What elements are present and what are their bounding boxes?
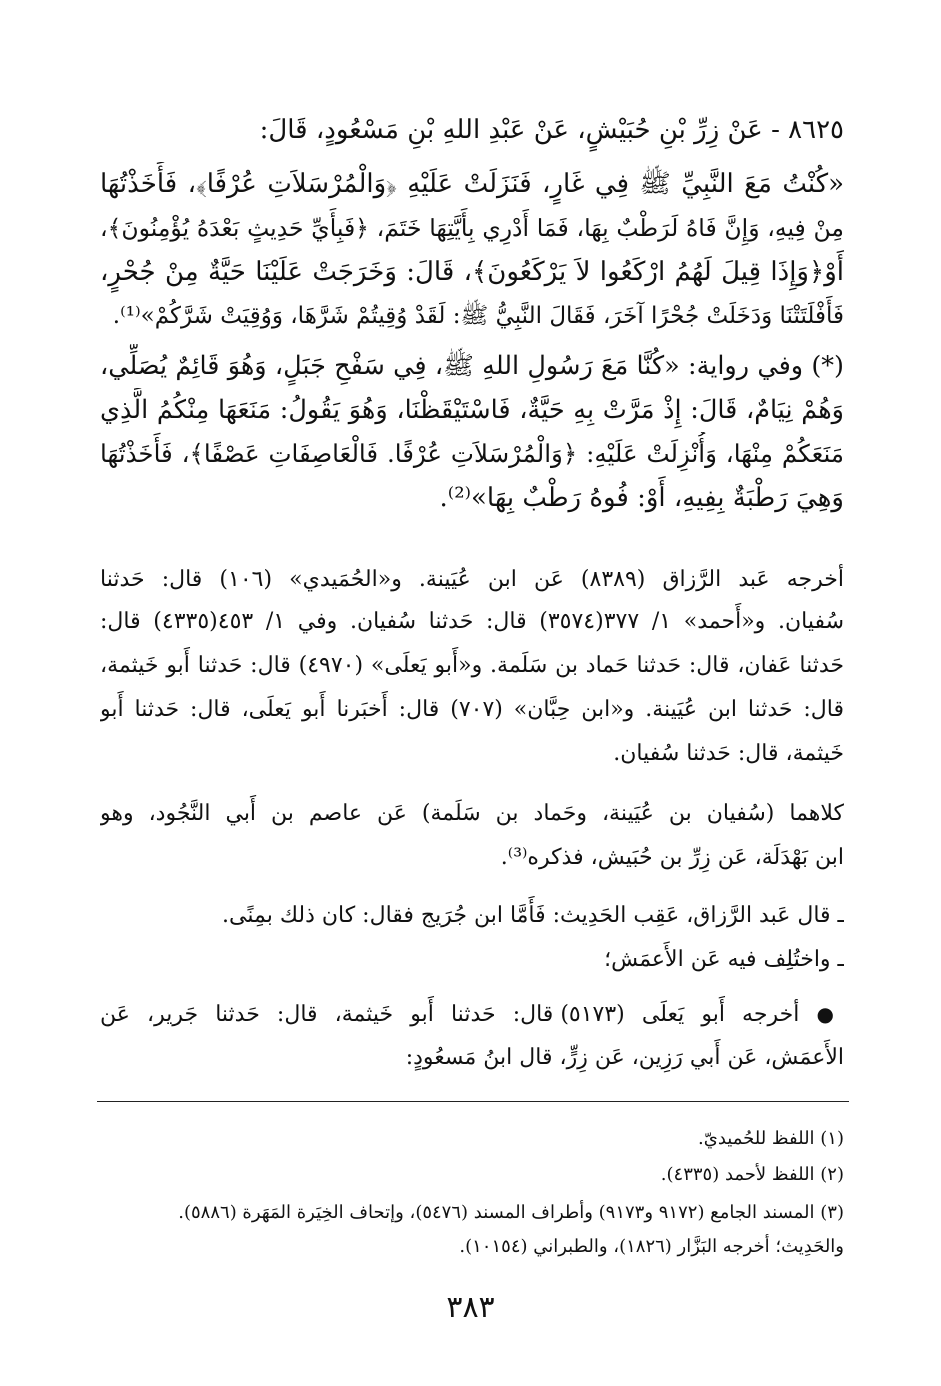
takhrij-bullet-text: أخرجه أَبو يَعلَى (٥١٧٣) قال: حَدثنا أَبو خَيثمة، قال: حَدثنا جَرير، عَن [100, 1002, 800, 1027]
footnote: (٣) المسند الجامع (٩١٧٢ و٩١٧٣) وأطراف المسند (٥٤٧٦)، وإتحاف الخِيَرة المَهَرة (٥٨٨٦). [178, 1202, 844, 1223]
takhrij-remark: ـ واختُلِف فيه عَن الأَعمَش؛ [604, 947, 844, 972]
takhrij-bullet-line [100, 994, 844, 1034]
takhrij-line: ابن بَهْدَلَة، عَن زِرِّ بن حُبَيش، فذكره⁽³⁾. [500, 845, 844, 870]
page-number: ٣٨٣ [446, 1290, 495, 1325]
hadith-main-line: مِنْ فِيهِ، وَإِنَّ فَاهُ لَرَطْبٌ بِهَا، فَمَا أَدْرِي بِأَيَّتِهَا خَتَمَ، ﴿فَبِأَيِّ حَدِيثٍ بَعْدَهُ يُؤْمِنُونَ﴾، [100, 214, 844, 242]
footnote: والحَدِيث؛ أخرجه البَزَّار (١٨٢٦)، والطبراني (١٠١٥٤). [459, 1236, 844, 1257]
takhrij-bullet-line: الأَعمَش، عَن أَبي رَزِين، عَن زِرٍّ، قال ابنُ مَسعُودٍ: [405, 1045, 844, 1070]
takhrij-line: أخرجه عَبد الرَّزاق (٨٣٨٩) عَن ابن عُيَينة. و«الحُمَيدي» (١٠٦) قال: حَدثنا [100, 567, 844, 592]
hadith-heading: ٨٦٢٥ - عَنْ زِرِّ بْنِ حُبَيْشٍ، عَنْ عَبْدِ اللهِ بْنِ مَسْعُودٍ، قَالَ: [259, 115, 844, 145]
hadith-riwaya-line: وَهِيَ رَطْبَةٌ بِفِيهِ، أَوْ: فُوهُ رَطْبٌ بِهَا»⁽²⁾. [439, 483, 844, 513]
footnote: (١) اللفظ للحُميديّ. [698, 1128, 844, 1149]
takhrij-line: قال: حَدثنا ابن عُيَينة. و«ابن حِبَّان» (٧٠٧) قال: أَخبَرنا أَبو يَعلَى، قال: حَدثنا أَبو [100, 697, 844, 722]
hadith-main-line: فَأَفْلَتَتْنَا وَدَخَلَتْ جُحْرًا آخَرَ، فَقَالَ النَّبِيُّ ﷺ: لَقَدْ وُقِيتُمْ شَرَّهَا، وَوُقِيَتْ شَرَّكُمْ»⁽¹⁾. [112, 303, 844, 329]
bullet-icon: ● [816, 1002, 844, 1026]
takhrij-line: خَيثمة، قال: حَدثنا سُفيان. [613, 741, 844, 766]
hadith-riwaya-line: وَهُمْ نِيَامٌ، قَالَ: إِذْ مَرَّتْ بِهِ حَيَّةٌ، فَاسْتَيْقَظْنَا، وَهُوَ يَقُولُ: مَنَعَهَا مِنْكُمُ الَّذِي [100, 395, 844, 425]
hadith-main-line: أَوْ﴿وَإِذَا قِيلَ لَهُمُ ارْكَعُوا لاَ يَرْكَعُونَ﴾، قَالَ: وَخَرَجَتْ عَلَيْنَا حَيَّةٌ مِنْ جُحْرٍ، [100, 257, 844, 287]
footnote: (٢) اللفظ لأحمد (٤٣٣٥). [660, 1164, 844, 1185]
hadith-riwaya-line: (*) وفي رواية: «كُنَّا مَعَ رَسُولِ اللهِ ﷺ، فِي سَفْحِ جَبَلٍ، وَهُوَ قَائِمٌ يُصَلِّي، [100, 351, 844, 381]
takhrij-remark: ـ قال عَبد الرَّزاق، عَقِب الحَدِيث: فَأَمَّا ابن جُرَيج فقال: كان ذلك بمِنًى. [222, 903, 844, 928]
takhrij-line: حَدثنا عَفان، قال: حَدثنا حَماد بن سَلَمة. و«أَبو يَعلَى» (٤٩٧٠) قال: حَدثنا أَبو خَيثمة، [100, 653, 844, 678]
footnote-separator [97, 1101, 849, 1102]
takhrij-line: سُفيان. و«أَحمد» ١/ ٣٧٧(٣٥٧٤) قال: حَدثنا سُفيان. وفي ١/ ٤٥٣(٤٣٣٥) قال: [100, 609, 844, 634]
takhrij-line: كلاهما (سُفيان بن عُيَينة، وحَماد بن سَلَمة) عَن عاصم بن أَبي النَّجُود، وهو [100, 801, 844, 826]
hadith-riwaya-line: مَنَعَكُمْ مِنْهَا، وَأُنْزِلَتْ عَلَيْهِ: ﴿وَالْمُرْسَلاَتِ عُرْفًا. فَالْعَاصِفَاتِ عَصْفًا﴾، فَأَخَذْتُهَا [100, 439, 844, 468]
hadith-main-line: «كُنْتُ مَعَ النَّبِيِّ ﷺ فِي غَارٍ، فَنَزَلَتْ عَلَيْهِ ﴿وَالْمُرْسَلاَتِ عُرْفًا﴾، فَأَخَذْتُهَا [100, 169, 844, 199]
